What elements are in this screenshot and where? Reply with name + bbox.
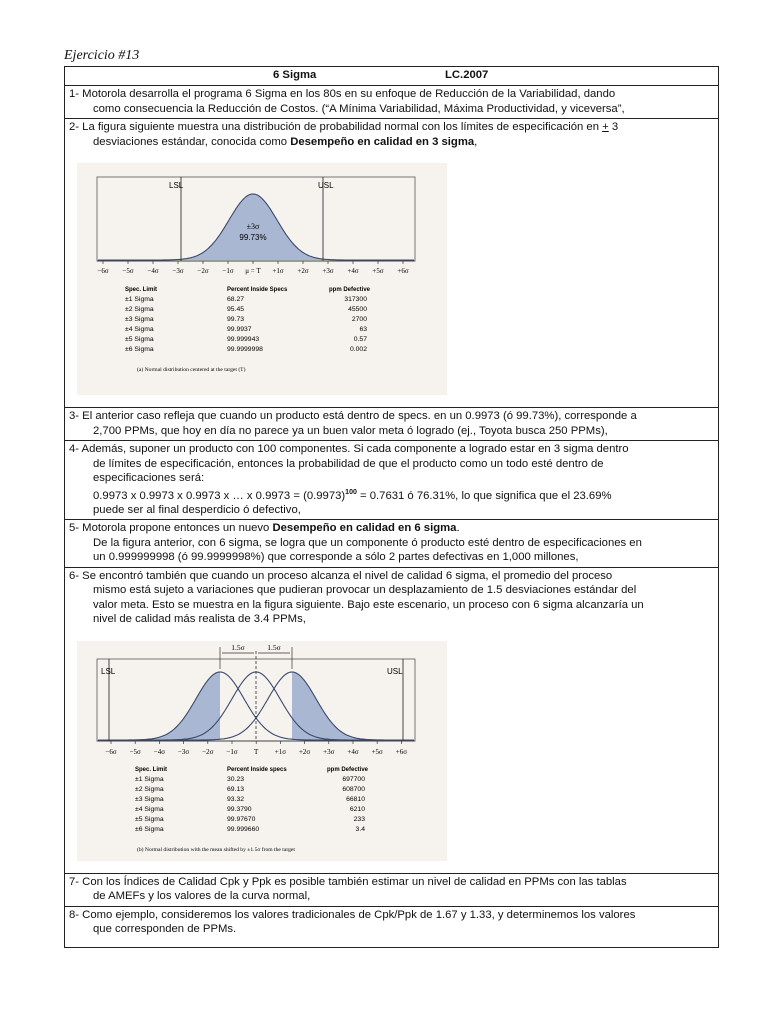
axis-tick-label: −2σ [197, 267, 209, 275]
table-cell: 2700 [351, 316, 367, 323]
item-8 [65, 906, 719, 947]
item-2-line-1: 2- La figura siguiente muestra una distribución de probabilidad normal con los límites de especificación en + 3 [69, 121, 619, 133]
item-4-line-1: 4- Además, suponer un producto con 100 componentes. Si cada componente a logrado estar en 3 sigma dentro [69, 443, 629, 455]
table-cell: ±6 Sigma [125, 346, 154, 353]
axis-tick-label: −1σ [222, 267, 234, 275]
table-cell: 68.27 [227, 296, 245, 303]
item-row [65, 86, 719, 119]
table-cell: 95.45 [227, 306, 245, 313]
table-cell: ±2 Sigma [125, 306, 154, 313]
axis-tick-label: −6σ [97, 267, 109, 275]
axis-tick-label: +3σ [323, 747, 335, 756]
item-1 [65, 86, 719, 119]
axis-tick-label: +2σ [298, 747, 311, 756]
item-row [65, 873, 719, 906]
item-row [65, 567, 719, 873]
item-6-line-1: 6- Se encontró también que cuando un proceso alcanza el nivel de calidad 6 sigma, el promedio del proceso [69, 569, 613, 582]
table-cell: 317300 [344, 296, 367, 303]
item-row [65, 906, 719, 947]
figure-a [77, 163, 447, 395]
item-4-line-5: puede ser al final desperdicio ó defectivo, [93, 503, 301, 516]
table-cell: 608700 [342, 785, 365, 793]
lsl-label: LSL [169, 181, 184, 190]
axis-tick-label: +6σ [397, 267, 409, 275]
item-1-line-1: 1- Motorola desarrolla el programa 6 Sigma en los 80s en su enfoque de Reducción de la Variabilidad, dando [69, 88, 616, 100]
shift-left-label: 1.5σ [231, 642, 245, 652]
item-8-line-1: 8- Como ejemplo, consideremos los valores tradicionales de Cpk/Ppk de 1.67 y 1.33, y determinemos los valores [69, 908, 636, 921]
axis-tick-label: −5σ [122, 267, 134, 275]
table-cell: 99.999943 [227, 336, 260, 343]
item-2 [65, 119, 719, 408]
axis-tick-label: μ = T [245, 267, 261, 275]
table-cell: ±5 Sigma [135, 815, 164, 823]
axis-tick-label: +5σ [372, 267, 384, 275]
table-cell: 69.13 [227, 785, 245, 793]
table-cell: ±1 Sigma [135, 775, 164, 783]
table-header: Percent Inside Specs [227, 287, 288, 293]
item-2-line-2: desviaciones estándar, conocida como Desempeño en calidad en 3 sigma, [93, 135, 478, 148]
item-5-line-3: un 0.999999998 (ó 99.9999998%) que corresponde a sólo 2 partes defectivas en 1,000 millones, [93, 551, 579, 564]
axis-tick-label: +4σ [347, 267, 359, 275]
item-7-line-2: de AMEFs y los valores de la curva normal, [93, 890, 311, 903]
table-cell: ±4 Sigma [125, 326, 154, 333]
item-7 [65, 873, 719, 906]
table-cell: 233 [353, 815, 365, 823]
table-cell: 99.9937 [227, 326, 252, 333]
table-cell: 93.32 [227, 795, 245, 803]
item-3-line-2: 2,700 PPMs, que hoy en día no parece ya un buen valor meta ó logrado (ej., Toyota busca 250 PPMs), [93, 424, 608, 437]
figure-b [77, 641, 447, 861]
axis-tick-label: +5σ [371, 747, 383, 756]
axis-tick-label: T [254, 747, 259, 756]
table-cell: 99.3790 [227, 805, 252, 813]
axis-tick-label: +4σ [347, 747, 359, 756]
item-7-line-1: 7- Con los Índices de Calidad Cpk y Ppk es posible también estimar un nivel de calidad en PPMs con las tablas [69, 875, 627, 888]
header-row [65, 67, 719, 86]
item-4 [65, 441, 719, 520]
axis-tick-label: −1σ [226, 747, 238, 756]
table-header: Spec. Limit [135, 766, 168, 773]
axis-tick-label: −3σ [172, 267, 184, 275]
item-row [65, 408, 719, 441]
table-cell: 63 [359, 326, 367, 333]
figure-a-caption: (a) Normal distribution centered at the target (T) [137, 367, 246, 373]
axis-tick-label: +1σ [274, 747, 287, 756]
item-1-line-2: como consecuencia la Reducción de Costos. (“A Mínima Variabilidad, Máxima Productividad, y viceversa”, [93, 102, 625, 115]
axis-tick-label: −4σ [147, 267, 159, 275]
item-4-line-2: de límites de especificación, entonces la probabilidad de que el producto como un todo esté dentro de [93, 457, 604, 470]
item-8-line-2: que corresponden de PPMs. [93, 923, 237, 936]
axis-tick-label: −5σ [129, 747, 141, 756]
table-cell: 99.999660 [227, 825, 260, 833]
page-label: Ejercicio #13 [64, 48, 140, 63]
table-cell: ±2 Sigma [135, 785, 164, 793]
item-6-line-3: valor meta. Esto se muestra en la figura siguiente. Bajo este escenario, un proceso con 6 sigma alcanzaría un [93, 598, 644, 611]
figure-b-caption: (b) Normal distribution with the mean shifted by ±1.5σ from the target [137, 846, 295, 853]
axis-tick-label: +2σ [297, 267, 309, 275]
table-cell: 6210 [349, 805, 365, 813]
item-5 [65, 520, 719, 568]
header-title: 6 Sigma [273, 69, 317, 81]
table-header: ppm Defective [329, 287, 371, 293]
axis-tick-label: −4σ [153, 747, 166, 756]
table-cell: 99.73 [227, 316, 245, 323]
item-4-line-4: 0.9973 x 0.9973 x 0.9973 x … x $0.9973 = (0.9973)^{100} = 0.7631$ ó 76.31%, lo que significa que el 23.69% [93, 488, 612, 502]
item-3-line-1: 3- El anterior caso refleja que cuando un producto está dentro de specs. en un 0.9973 (ó 99.73%), corresponde a [69, 410, 637, 422]
item-row [65, 441, 719, 520]
table-cell: 45500 [348, 306, 367, 313]
item-5-line-1: 5- Motorola propone entonces un nuevo Desempeño en calidad en 6 sigma. [69, 522, 460, 535]
table-cell: ±5 Sigma [125, 336, 154, 343]
shift-right-label: 1.5σ [267, 642, 281, 652]
axis-tick-label: +6σ [395, 747, 408, 756]
item-5-line-2: De la figura anterior, con 6 sigma, se logra que un componente ó producto esté dentro de especificaciones en [93, 536, 642, 549]
table-cell: 697700 [342, 775, 365, 783]
table-header: Percent Inside specs [227, 766, 287, 773]
table-cell: ±6 Sigma [135, 825, 164, 833]
center-sigma-label: ±3σ [246, 222, 260, 231]
axis-tick-label: −6σ [105, 747, 117, 756]
item-3 [65, 408, 719, 441]
item-6-line-2: mismo está sujeto a variaciones que pudieran provocar un desplazamiento de 1.5 desviaciones estándar del [93, 584, 637, 597]
table-cell: 0.002 [349, 346, 367, 353]
table-cell: ±3 Sigma [135, 795, 164, 803]
axis-tick-label: +1σ [272, 267, 284, 275]
axis-tick-label: −2σ [202, 747, 214, 756]
item-6 [65, 567, 719, 873]
table-cell: 99.97670 [227, 815, 256, 823]
item-row [65, 119, 719, 408]
table-header: ppm Defective [327, 766, 369, 773]
table-cell: 99.9999998 [227, 346, 263, 353]
axis-tick-label: −3σ [177, 747, 190, 756]
table-header: Spec. Limit [125, 287, 158, 293]
table-cell: ±4 Sigma [135, 805, 164, 813]
center-percent-label: 99.73% [239, 233, 267, 242]
item-6-line-4: nivel de calidad más realista de 3.4 PPMs, [93, 613, 306, 626]
table-cell: 30.23 [227, 775, 245, 783]
table-cell: 0.57 [353, 336, 367, 343]
axis-tick-label: +3σ [322, 267, 334, 275]
table-cell: 3.4 [355, 825, 365, 833]
usl-label: USL [387, 666, 403, 676]
table-cell: 66810 [346, 795, 365, 803]
lsl-label: LSL [101, 666, 116, 676]
item-row [65, 520, 719, 568]
item-4-line-3: especificaciones será: [93, 472, 205, 484]
header-code: LC.2007 [445, 69, 489, 81]
table-cell: ±1 Sigma [125, 296, 154, 303]
table-cell: ±3 Sigma [125, 316, 154, 323]
usl-label: USL [318, 181, 334, 190]
document-table [64, 66, 719, 948]
